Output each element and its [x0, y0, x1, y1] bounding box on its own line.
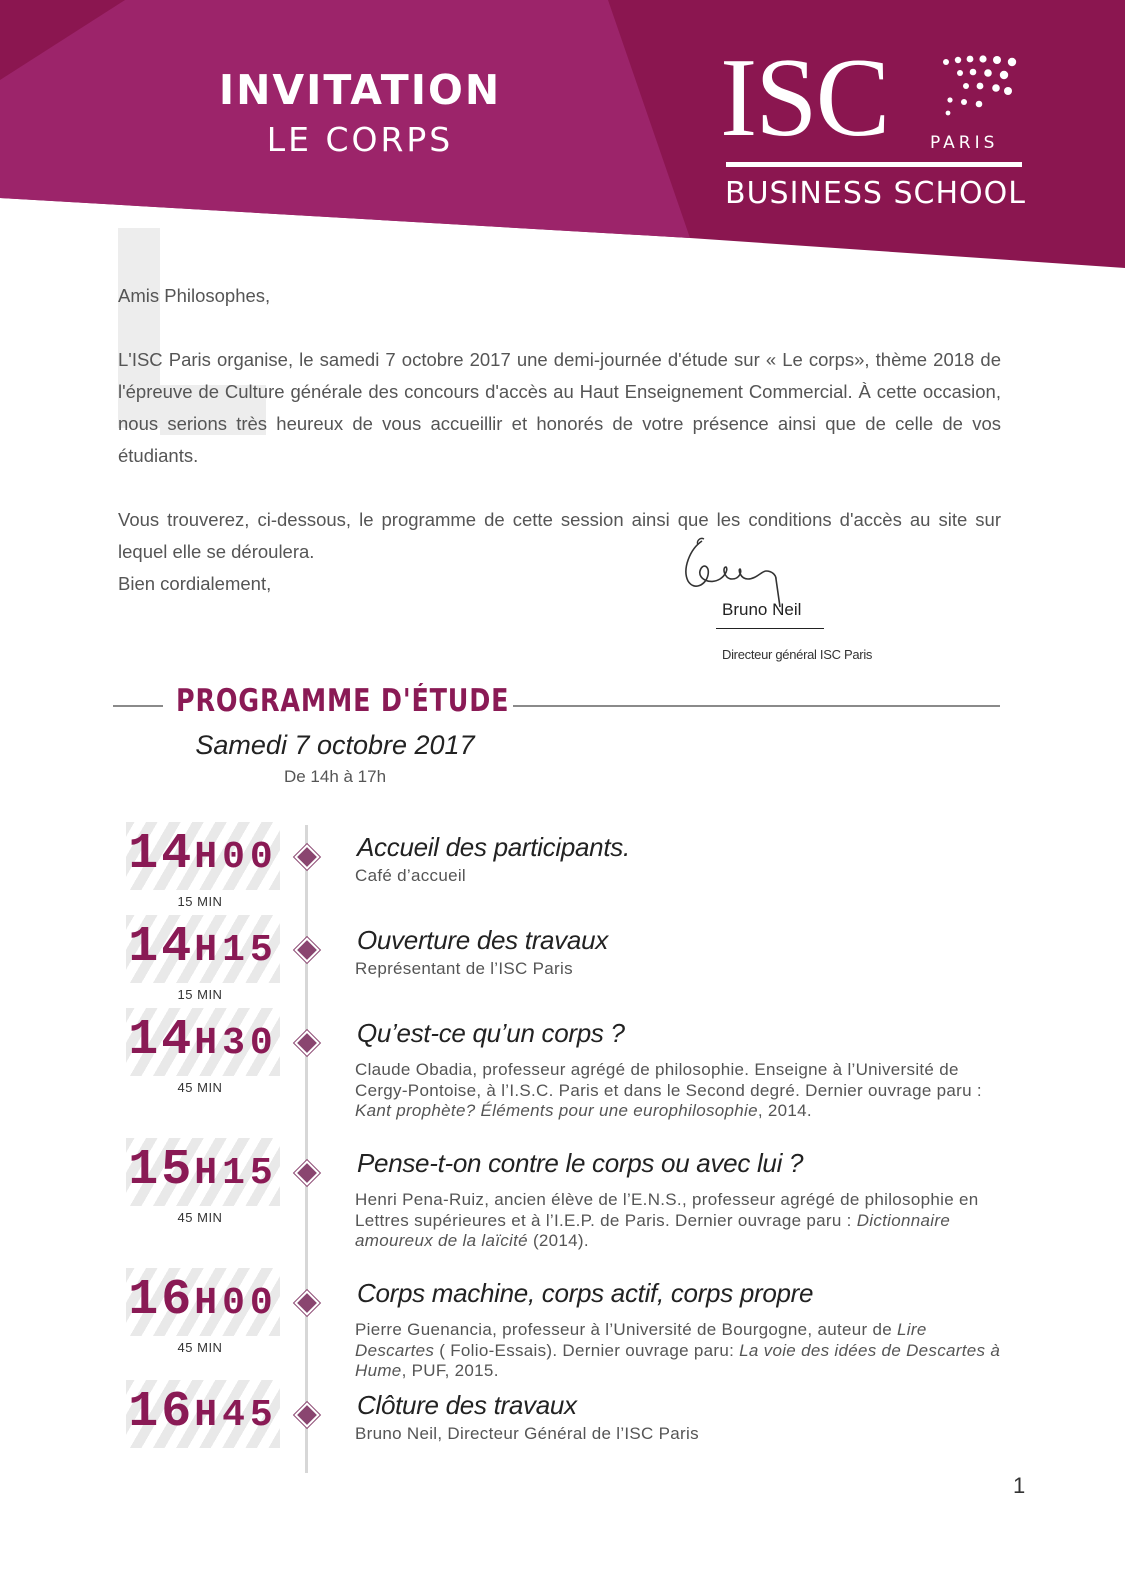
slot-time: 14H30	[128, 1012, 278, 1069]
program-date: Samedi 7 octobre 2017	[195, 730, 475, 760]
timeline-diamond-icon	[294, 1160, 319, 1185]
letter-paragraph: Vous trouverez, ci-dessous, le programme de cette session ainsi que les conditions d'accès au site sur lequel elle se déroulera.	[118, 509, 1001, 562]
slot-title: Qu’est-ce qu’un corps ?	[357, 1018, 625, 1048]
slot-title: Accueil des participants.	[357, 832, 630, 862]
signature-title: Directeur général ISC Paris	[722, 647, 873, 662]
logo-paris-text: PARIS	[930, 133, 999, 153]
slot-title: Corps machine, corps actif, corps propre	[357, 1278, 814, 1308]
signature-line	[716, 628, 824, 629]
slot-title: Ouverture des travaux	[357, 925, 608, 955]
logo-business-school: BUSINESS SCHOOL	[725, 176, 1026, 211]
slot-title: Pense-t-on contre le corps ou avec lui ?	[357, 1148, 804, 1178]
slot-duration: 15 MIN	[177, 894, 223, 909]
signature-name: Bruno Neil	[722, 600, 802, 619]
slot-description: Claude Obadia, professeur agrégé de philosophie. Enseigne à l’Université de Cergy-Pontoise, à l’I.S.C. Paris et dans le Second degré. Dernier ouvrage paru : Kant prophète? Éléments pour une europhilosophie, 2014.	[355, 1060, 982, 1120]
timeline-diamond-icon	[294, 844, 319, 869]
page-number: 1	[1013, 1473, 1026, 1498]
slot-duration: 45 MIN	[177, 1080, 223, 1095]
slot-time: 16H45	[128, 1384, 278, 1441]
slot-description: Représentant de l’ISC Paris	[355, 959, 573, 978]
slot-time: 15H15	[128, 1142, 278, 1199]
letter-body	[118, 280, 1001, 600]
invitation-subtitle: LE CORPS	[266, 120, 454, 159]
program-hours: De 14h à 17h	[283, 767, 387, 786]
timeline-line	[305, 825, 308, 1473]
invitation-title: INVITATION	[218, 66, 502, 114]
slot-title: Clôture des travaux	[357, 1390, 577, 1420]
slot-time: 14H15	[128, 919, 278, 976]
slot-time: 14H00	[128, 826, 278, 883]
heading-rule-right	[513, 705, 1000, 707]
timeline-diamond-icon	[294, 1030, 319, 1055]
heading-rule-left	[113, 705, 163, 707]
slot-duration: 45 MIN	[177, 1210, 223, 1225]
program-title: PROGRAMME D'ÉTUDE	[176, 683, 510, 719]
letter-paragraph: L'ISC Paris organise, le samedi 7 octobre 2017 une demi-journée d'étude sur « Le corps», thème 2018 de l'épreuve de Culture générale des concours d'accès au Haut Enseignement Commercial. À cette occasion, nous serions très heureux de vous accueillir et honorés de votre présence ainsi que de celle de vos étudiants.	[118, 349, 1001, 466]
timeline-diamond-icon	[294, 937, 319, 962]
signature-scribble	[680, 535, 790, 610]
slot-duration: 45 MIN	[177, 1340, 223, 1355]
slot-description: Henri Pena-Ruiz, ancien élève de l’E.N.S., professeur agrégé de philosophie en Lettres supérieures et à l’I.E.P. de Paris. Dernier ouvrage paru : Dictionnaire amoureux de la laïcité (2014).	[355, 1190, 979, 1250]
slot-description: Café d’accueil	[355, 866, 466, 885]
logo-divider	[726, 162, 1022, 167]
logo-dots-icon	[940, 55, 1030, 125]
slot-duration: 15 MIN	[177, 987, 223, 1002]
slot-time: 16H00	[128, 1272, 278, 1329]
letter-greeting: Amis Philosophes,	[118, 285, 271, 306]
slot-description: Pierre Guenancia, professeur à l’Université de Bourgogne, auteur de Lire Descartes ( Folio-Essais). Dernier ouvrage paru: La voie des idées de Descartes à Hume, PUF, 2015.	[355, 1320, 1001, 1380]
slot-description: Bruno Neil, Directeur Général de l’ISC Paris	[355, 1424, 699, 1443]
letter-closing: Bien cordialement,	[118, 573, 272, 594]
logo-isc-text: ISC	[720, 36, 889, 160]
timeline-diamond-icon	[294, 1402, 319, 1427]
timeline-diamond-icon	[294, 1290, 319, 1315]
